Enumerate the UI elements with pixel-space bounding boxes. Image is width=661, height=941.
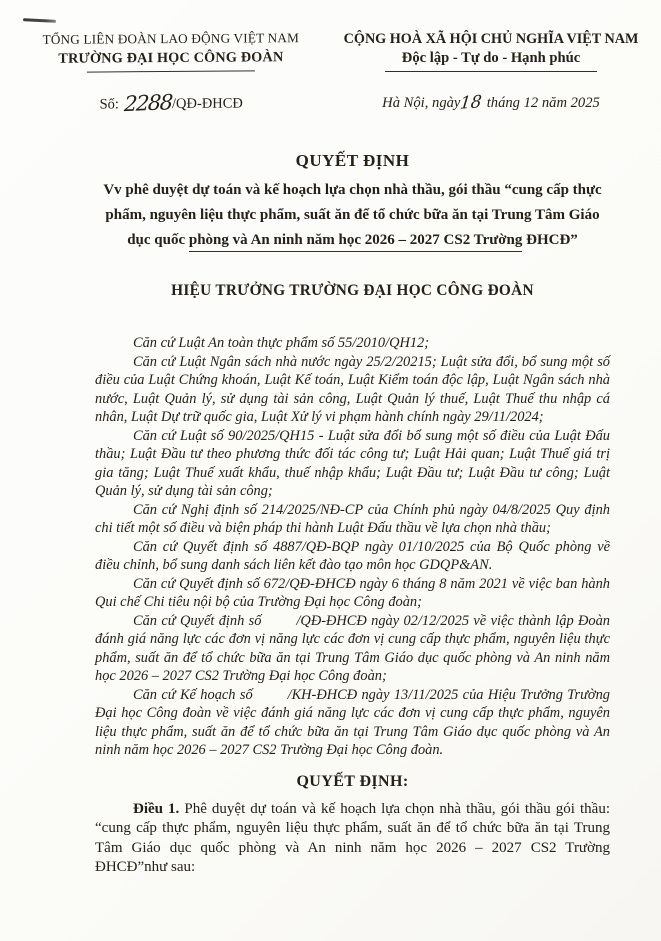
article-1-paragraph bbox=[95, 800, 610, 878]
subtitle-line-3-post: ĐHCĐ” bbox=[522, 232, 578, 248]
issue-date-line bbox=[335, 93, 647, 113]
document-number bbox=[18, 90, 324, 117]
recital-paragraph: Căn cứ Quyết định số 4887/QĐ-BQP ngày 01/10/2025 của Bộ Quốc phòng về điều chỉnh, bổ sung danh sách liên kết đào tạo môn học GDQP&AN. bbox=[95, 538, 610, 573]
org-name: TRƯỜNG ĐẠI HỌC CÔNG ĐOÀN bbox=[58, 49, 284, 67]
recital-paragraph: Căn cứ Quyết định số 672/QĐ-ĐHCĐ ngày 6 tháng 8 năm 2021 về việc ban hành Qui chế Chi tiêu nội bộ của Trường Đại học Công đoàn; bbox=[95, 575, 610, 610]
recital-paragraph: Căn cứ Quyết định số /QĐ-ĐHCĐ ngày 02/12/2025 về việc thành lập Đoàn đánh giá năng lực các đơn vị năng lực các đơn vị cung cấp thực phẩm, nguyên liệu thực phẩm, suất ăn để tổ chức bữa ăn tại Trung Tâm Giáo dục quốc phòng và An ninh năm học 2026 – 2027 CS2 Trường Đại học Công đoàn; bbox=[95, 612, 610, 684]
document-header bbox=[0, 0, 661, 117]
issuing-org-block bbox=[18, 29, 325, 117]
date-prefix: Hà Nội, ngày bbox=[382, 95, 461, 111]
date-day-handwritten: 18 bbox=[459, 92, 484, 114]
subtitle-line-3 bbox=[95, 228, 610, 253]
subtitle-line-3-pre: dục quốc bbox=[127, 232, 189, 248]
recital-paragraph: Căn cứ Luật Ngân sách nhà nước ngày 25/2/20215; Luật sửa đổi, bổ sung một số điều của Luật Chứng khoán, Luật Kế toán, Luật Kiểm toán độc lập, Luật Ngân sách nhà nước, Luật Quản lý, sử dụng tài sản công, Luật Quản lý thuế, Luật Thuế thu nhập cá nhân, Luật Dự trữ quốc gia, Luật Xử lý vi phạm hành chính ngày 29/11/2024; bbox=[95, 353, 610, 425]
recitals-section bbox=[95, 334, 610, 760]
authority-heading: HIỆU TRƯỞNG TRƯỜNG ĐẠI HỌC CÔNG ĐOÀN bbox=[171, 282, 534, 299]
recital-paragraph: Căn cứ Kế hoạch số /KH-ĐHCĐ ngày 13/11/2025 của Hiệu Trưởng Trường Đại học Công đoàn về việc đánh giá năng lực các đơn vị cung cấp thực phẩm, nguyên liệu thực phẩm, suất ăn để tổ chức bữa ăn tại Trung Tâm Giáo dục quốc phòng và An ninh năm học 2026 – 2027 CS2 Trường Đại học Công đoàn. bbox=[95, 686, 610, 758]
national-motto-line1: CỘNG HOÀ XÃ HỘI CHỦ NGHĨA VIỆT NAM bbox=[343, 31, 639, 47]
subtitle-line-1: Vv phê duyệt dự toán và kế hoạch lựa chọn nhà thầu, gói thầu “cung cấp thực bbox=[103, 182, 602, 198]
article-1-label: Điều 1. bbox=[133, 800, 180, 817]
recital-paragraph: Căn cứ Nghị định số 214/2025/NĐ-CP của Chính phủ ngày 04/8/2025 Quy định chi tiết một số điều và biện pháp thi hành Luật Đấu thầu về lựa chọn nhà thầu; bbox=[95, 501, 610, 536]
decision-heading: QUYẾT ĐỊNH: bbox=[296, 772, 409, 790]
recital-paragraph: Căn cứ Luật số 90/2025/QH15 - Luật sửa đổi bổ sung một số điều của Luật Đấu thầu; Luật Đầu tư theo phương thức đối tác công tư; Luật Hải quan; Luật Thuế giá trị gia tăng; Luật Thuế xuất khẩu, thuế nhập khẩu; Luật Đầu tư; Luật Đầu tư công; Luật Quản lý, sử dụng tài sản công; bbox=[95, 427, 610, 499]
document-title: QUYẾT ĐỊNH bbox=[295, 151, 410, 170]
recital-paragraph: Căn cứ Luật An toàn thực phẩm số 55/2010/QH12; bbox=[133, 335, 430, 351]
date-suffix: tháng 12 năm 2025 bbox=[486, 95, 600, 111]
national-motto-block bbox=[335, 30, 647, 113]
article-1-text: Phê duyệt dự toán và kế hoạch lựa chọn nhà thầu, gói thầu gói thầu: “cung cấp thực phẩm, nguyên liệu thực phẩm, suất ăn để tổ chức bữa ăn tại Trung Tâm Giáo dục quốc phòng và An ninh năm học 2026 – 2027 CS2 Trường ĐHCĐ”như sau: bbox=[95, 800, 610, 875]
subtitle-line-2: phẩm, nguyên liệu thực phẩm, suất ăn để tổ chức bữa ăn tại Trung Tâm Giáo bbox=[105, 207, 600, 223]
org-name-underline bbox=[87, 70, 255, 72]
parent-org-name: TỔNG LIÊN ĐOÀN LAO ĐỘNG VIỆT NAM bbox=[42, 30, 300, 47]
document-number-label: Số: bbox=[99, 96, 119, 113]
motto-underline bbox=[385, 71, 597, 72]
national-motto-line2: Độc lập - Tự do - Hạnh phúc bbox=[401, 50, 581, 66]
document-number-handwritten: 2288 bbox=[123, 90, 173, 117]
document-number-suffix: /QĐ-ĐHCĐ bbox=[171, 95, 243, 112]
document-body bbox=[95, 151, 610, 878]
document-subtitle bbox=[95, 178, 610, 253]
subtitle-line-3-underlined: phòng và An ninh năm học 2026 – 2027 CS2 Trường bbox=[189, 232, 523, 252]
